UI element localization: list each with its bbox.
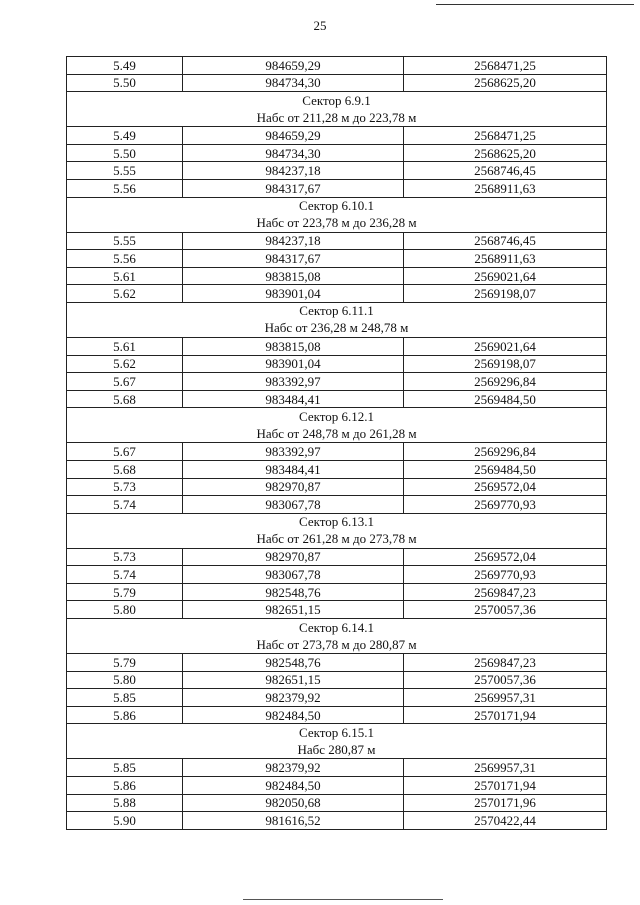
point-number-cell: 5.49: [67, 127, 183, 145]
x-coordinate-cell: 983067,78: [183, 496, 404, 514]
y-coordinate-cell: 2568746,45: [404, 232, 607, 250]
coordinates-table-body: [67, 57, 607, 830]
y-coordinate-cell: 2570171,96: [404, 794, 607, 812]
y-coordinate-cell: 2568471,25: [404, 127, 607, 145]
x-coordinate-cell: 984317,67: [183, 250, 404, 268]
point-number-cell: 5.80: [67, 601, 183, 619]
table-row: [67, 794, 607, 812]
y-coordinate-cell: 2569847,23: [404, 654, 607, 672]
x-coordinate-cell: 983067,78: [183, 566, 404, 584]
point-number-cell: 5.62: [67, 355, 183, 373]
y-coordinate-cell: 2569847,23: [404, 583, 607, 601]
y-coordinate-cell: 2569484,50: [404, 460, 607, 478]
point-number-cell: 5.55: [67, 162, 183, 180]
point-number-cell: 5.49: [67, 57, 183, 75]
x-coordinate-cell: 984659,29: [183, 57, 404, 75]
y-coordinate-cell: 2568911,63: [404, 250, 607, 268]
y-coordinate-cell: 2570171,94: [404, 777, 607, 795]
table-row: [67, 654, 607, 672]
x-coordinate-cell: 982548,76: [183, 654, 404, 672]
table-row: [67, 144, 607, 162]
table-row: [67, 812, 607, 830]
x-coordinate-cell: 984734,30: [183, 144, 404, 162]
x-coordinate-cell: 984734,30: [183, 74, 404, 92]
top-rule: [436, 4, 634, 5]
point-number-cell: 5.56: [67, 250, 183, 268]
x-coordinate-cell: 983392,97: [183, 373, 404, 391]
x-coordinate-cell: 984237,18: [183, 162, 404, 180]
point-number-cell: 5.68: [67, 390, 183, 408]
point-number-cell: 5.50: [67, 74, 183, 92]
table-row: [67, 250, 607, 268]
sector-title: Сектор 6.9.1: [67, 92, 607, 110]
point-number-cell: 5.79: [67, 583, 183, 601]
coordinates-table: [66, 56, 607, 830]
y-coordinate-cell: 2568471,25: [404, 57, 607, 75]
point-number-cell: 5.67: [67, 373, 183, 391]
y-coordinate-cell: 2568746,45: [404, 162, 607, 180]
point-number-cell: 5.86: [67, 777, 183, 795]
table-row: [67, 179, 607, 197]
y-coordinate-cell: 2569296,84: [404, 443, 607, 461]
y-coordinate-cell: 2568625,20: [404, 74, 607, 92]
y-coordinate-cell: 2569957,31: [404, 759, 607, 777]
y-coordinate-cell: 2568625,20: [404, 144, 607, 162]
point-number-cell: 5.85: [67, 689, 183, 707]
x-coordinate-cell: 983392,97: [183, 443, 404, 461]
point-number-cell: 5.61: [67, 337, 183, 355]
x-coordinate-cell: 982970,87: [183, 548, 404, 566]
y-coordinate-cell: 2569198,07: [404, 355, 607, 373]
y-coordinate-cell: 2570057,36: [404, 601, 607, 619]
y-coordinate-cell: 2570057,36: [404, 671, 607, 689]
sector-range-row: [67, 109, 607, 127]
point-number-cell: 5.68: [67, 460, 183, 478]
table-row: [67, 373, 607, 391]
sector-range: Набс от 248,78 м до 261,28 м: [67, 425, 607, 443]
table-row: [67, 777, 607, 795]
table-row: [67, 57, 607, 75]
x-coordinate-cell: 982379,92: [183, 689, 404, 707]
sector-range-row: [67, 636, 607, 654]
sector-range: Набс от 273,78 м до 280,87 м: [67, 636, 607, 654]
table-row: [67, 232, 607, 250]
bottom-rule: [243, 899, 443, 900]
y-coordinate-cell: 2569957,31: [404, 689, 607, 707]
x-coordinate-cell: 982548,76: [183, 583, 404, 601]
point-number-cell: 5.50: [67, 144, 183, 162]
table-row: [67, 162, 607, 180]
table-row: [67, 478, 607, 496]
sector-title: Сектор 6.15.1: [67, 724, 607, 742]
point-number-cell: 5.90: [67, 812, 183, 830]
sector-header-row: [67, 92, 607, 110]
point-number-cell: 5.85: [67, 759, 183, 777]
x-coordinate-cell: 982651,15: [183, 671, 404, 689]
x-coordinate-cell: 982379,92: [183, 759, 404, 777]
table-row: [67, 443, 607, 461]
point-number-cell: 5.73: [67, 478, 183, 496]
table-row: [67, 460, 607, 478]
sector-range-row: [67, 425, 607, 443]
y-coordinate-cell: 2569484,50: [404, 390, 607, 408]
x-coordinate-cell: 982651,15: [183, 601, 404, 619]
table-row: [67, 689, 607, 707]
point-number-cell: 5.79: [67, 654, 183, 672]
point-number-cell: 5.62: [67, 285, 183, 303]
x-coordinate-cell: 983901,04: [183, 285, 404, 303]
x-coordinate-cell: 982484,50: [183, 706, 404, 724]
point-number-cell: 5.74: [67, 566, 183, 584]
point-number-cell: 5.88: [67, 794, 183, 812]
sector-header-row: [67, 619, 607, 637]
x-coordinate-cell: 982484,50: [183, 777, 404, 795]
sector-range-row: [67, 531, 607, 549]
y-coordinate-cell: 2569770,93: [404, 566, 607, 584]
sector-range: Набс от 236,28 м 248,78 м: [67, 320, 607, 338]
point-number-cell: 5.86: [67, 706, 183, 724]
x-coordinate-cell: 983901,04: [183, 355, 404, 373]
y-coordinate-cell: 2569021,64: [404, 337, 607, 355]
page-number: 25: [313, 18, 327, 33]
sector-range: Набс 280,87 м: [67, 741, 607, 759]
y-coordinate-cell: 2570171,94: [404, 706, 607, 724]
sector-range: Набс от 261,28 м до 273,78 м: [67, 531, 607, 549]
sector-title: Сектор 6.11.1: [67, 302, 607, 320]
point-number-cell: 5.61: [67, 267, 183, 285]
table-row: [67, 759, 607, 777]
x-coordinate-cell: 981616,52: [183, 812, 404, 830]
sector-header-row: [67, 302, 607, 320]
x-coordinate-cell: 983484,41: [183, 390, 404, 408]
x-coordinate-cell: 982970,87: [183, 478, 404, 496]
point-number-cell: 5.73: [67, 548, 183, 566]
y-coordinate-cell: 2569572,04: [404, 548, 607, 566]
sector-range-row: [67, 320, 607, 338]
x-coordinate-cell: 984317,67: [183, 179, 404, 197]
point-number-cell: 5.55: [67, 232, 183, 250]
sector-header-row: [67, 408, 607, 426]
sector-range-row: [67, 741, 607, 759]
table-row: [67, 74, 607, 92]
sector-range-row: [67, 215, 607, 233]
point-number-cell: 5.74: [67, 496, 183, 514]
sector-header-row: [67, 197, 607, 215]
table-row: [67, 337, 607, 355]
sector-title: Сектор 6.14.1: [67, 619, 607, 637]
point-number-cell: 5.80: [67, 671, 183, 689]
point-number-cell: 5.56: [67, 179, 183, 197]
y-coordinate-cell: 2568911,63: [404, 179, 607, 197]
y-coordinate-cell: 2569296,84: [404, 373, 607, 391]
y-coordinate-cell: 2569021,64: [404, 267, 607, 285]
sector-title: Сектор 6.12.1: [67, 408, 607, 426]
table-row: [67, 583, 607, 601]
x-coordinate-cell: 984237,18: [183, 232, 404, 250]
table-row: [67, 671, 607, 689]
table-row: [67, 496, 607, 514]
y-coordinate-cell: 2570422,44: [404, 812, 607, 830]
sector-range: Набс от 211,28 м до 223,78 м: [67, 109, 607, 127]
y-coordinate-cell: 2569198,07: [404, 285, 607, 303]
x-coordinate-cell: 983815,08: [183, 267, 404, 285]
x-coordinate-cell: 984659,29: [183, 127, 404, 145]
x-coordinate-cell: 983815,08: [183, 337, 404, 355]
sector-title: Сектор 6.10.1: [67, 197, 607, 215]
sector-range: Набс от 223,78 м до 236,28 м: [67, 215, 607, 233]
sector-title: Сектор 6.13.1: [67, 513, 607, 531]
sector-header-row: [67, 724, 607, 742]
x-coordinate-cell: 982050,68: [183, 794, 404, 812]
table-row: [67, 601, 607, 619]
table-row: [67, 267, 607, 285]
table-row: [67, 127, 607, 145]
sector-header-row: [67, 513, 607, 531]
y-coordinate-cell: 2569572,04: [404, 478, 607, 496]
table-row: [67, 355, 607, 373]
table-row: [67, 548, 607, 566]
point-number-cell: 5.67: [67, 443, 183, 461]
table-row: [67, 285, 607, 303]
y-coordinate-cell: 2569770,93: [404, 496, 607, 514]
x-coordinate-cell: 983484,41: [183, 460, 404, 478]
table-row: [67, 566, 607, 584]
table-row: [67, 706, 607, 724]
table-row: [67, 390, 607, 408]
